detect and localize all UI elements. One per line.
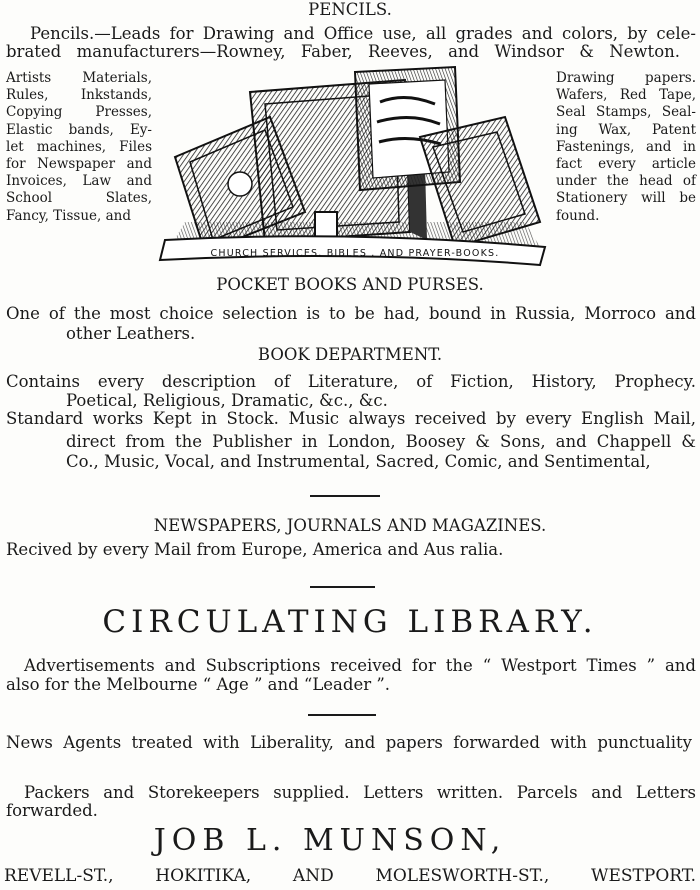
books-illustration: [155, 62, 550, 272]
book-dept-line-5: Co., Music, Vocal, and Instrumental, Sacred, Comic, and Sentimental,: [66, 452, 651, 471]
book-dept-line-1: Contains every description of Literature, of Fiction, History, Prophecy.: [6, 372, 696, 391]
proprietor-name: JOB L. MUNSON,: [153, 823, 507, 858]
left-column-line: Rules, Inkstands,: [6, 87, 152, 104]
packers-line-1: Packers and Storekeepers supplied. Letters written. Parcels and Letters: [24, 783, 696, 802]
right-column-line: ing Wax, Patent: [556, 121, 696, 138]
pencils-heading: PENCILS.: [308, 0, 392, 19]
newspapers-heading: NEWSPAPERS, JOURNALS AND MAGAZINES.: [153, 516, 547, 535]
left-column-line: Copying Presses,: [6, 104, 152, 121]
right-column-line: Drawing papers.: [556, 70, 696, 86]
library-line-1: Advertisements and Subscriptions received for the “ Westport Times ” and: [24, 656, 696, 675]
divider: [310, 495, 380, 497]
left-column-line: Invoices, Law and: [6, 173, 152, 190]
books-engraving-icon: [155, 62, 550, 272]
news-agents-line-1: News Agents treated with Liberality, and papers forwarded with punctuality: [6, 733, 692, 752]
library-line-2: also for the Melbourne “ Age ” and “Leader ”.: [6, 675, 391, 694]
proprietor-address: REVELL-ST., HOKITIKA, AND MOLESWORTH-ST., WESTPORT.: [4, 866, 696, 886]
right-column-line: Stationery will be: [556, 190, 696, 207]
banner-text: CHURCH SERVICES. BIBLES . AND PRAYER-BOOKS.: [210, 248, 500, 259]
pencils-line-1: Pencils.—Leads for Drawing and Office use, all grades and colors, by cele-: [30, 24, 696, 43]
divider: [310, 586, 375, 588]
book-dept-line-4: direct from the Publisher in London, Boosey & Sons, and Chappell &: [66, 432, 696, 451]
left-column-line: Elastic bands, Ey-: [6, 121, 152, 138]
left-column-line: Artists Materials,: [6, 70, 152, 86]
pencils-line-2: brated manufacturers—Rowney, Faber, Reeves, and Windsor & Newton.: [6, 42, 680, 61]
book-dept-line-2: Poetical, Religious, Dramatic, &c., &c.: [66, 391, 388, 410]
divider: [308, 714, 376, 716]
book-dept-line-3: Standard works Kept in Stock. Music always received by every English Mail,: [6, 409, 696, 428]
packers-line-2: forwarded.: [6, 801, 98, 820]
left-column-line: School Slates,: [6, 190, 152, 207]
right-column-line: under the head of: [556, 173, 696, 190]
right-column-line: found.: [556, 207, 600, 224]
left-column: [6, 70, 152, 225]
right-column: [556, 70, 696, 225]
left-column-line: Fancy, Tissue, and: [6, 207, 132, 224]
book-dept-heading: BOOK DEPARTMENT.: [257, 345, 443, 364]
right-column-line: fact every article: [556, 156, 696, 173]
newspapers-line-1: Recived by every Mail from Europe, America and Aus ralia.: [6, 540, 504, 559]
left-column-line: let machines, Files: [6, 138, 152, 155]
right-column-line: Seal Stamps, Seal-: [556, 104, 696, 121]
pocket-books-line-1: One of the most choice selection is to be had, bound in Russia, Morroco and: [6, 304, 696, 323]
left-column-line: for Newspaper and: [6, 156, 152, 173]
library-heading: CIRCULATING LIBRARY.: [102, 604, 598, 640]
pocket-books-line-2: other Leathers.: [66, 324, 196, 343]
pocket-books-heading: POCKET BOOKS AND PURSES.: [216, 275, 484, 294]
right-column-line: Fastenings, and in: [556, 138, 696, 155]
right-column-line: Wafers, Red Tape,: [556, 87, 696, 104]
